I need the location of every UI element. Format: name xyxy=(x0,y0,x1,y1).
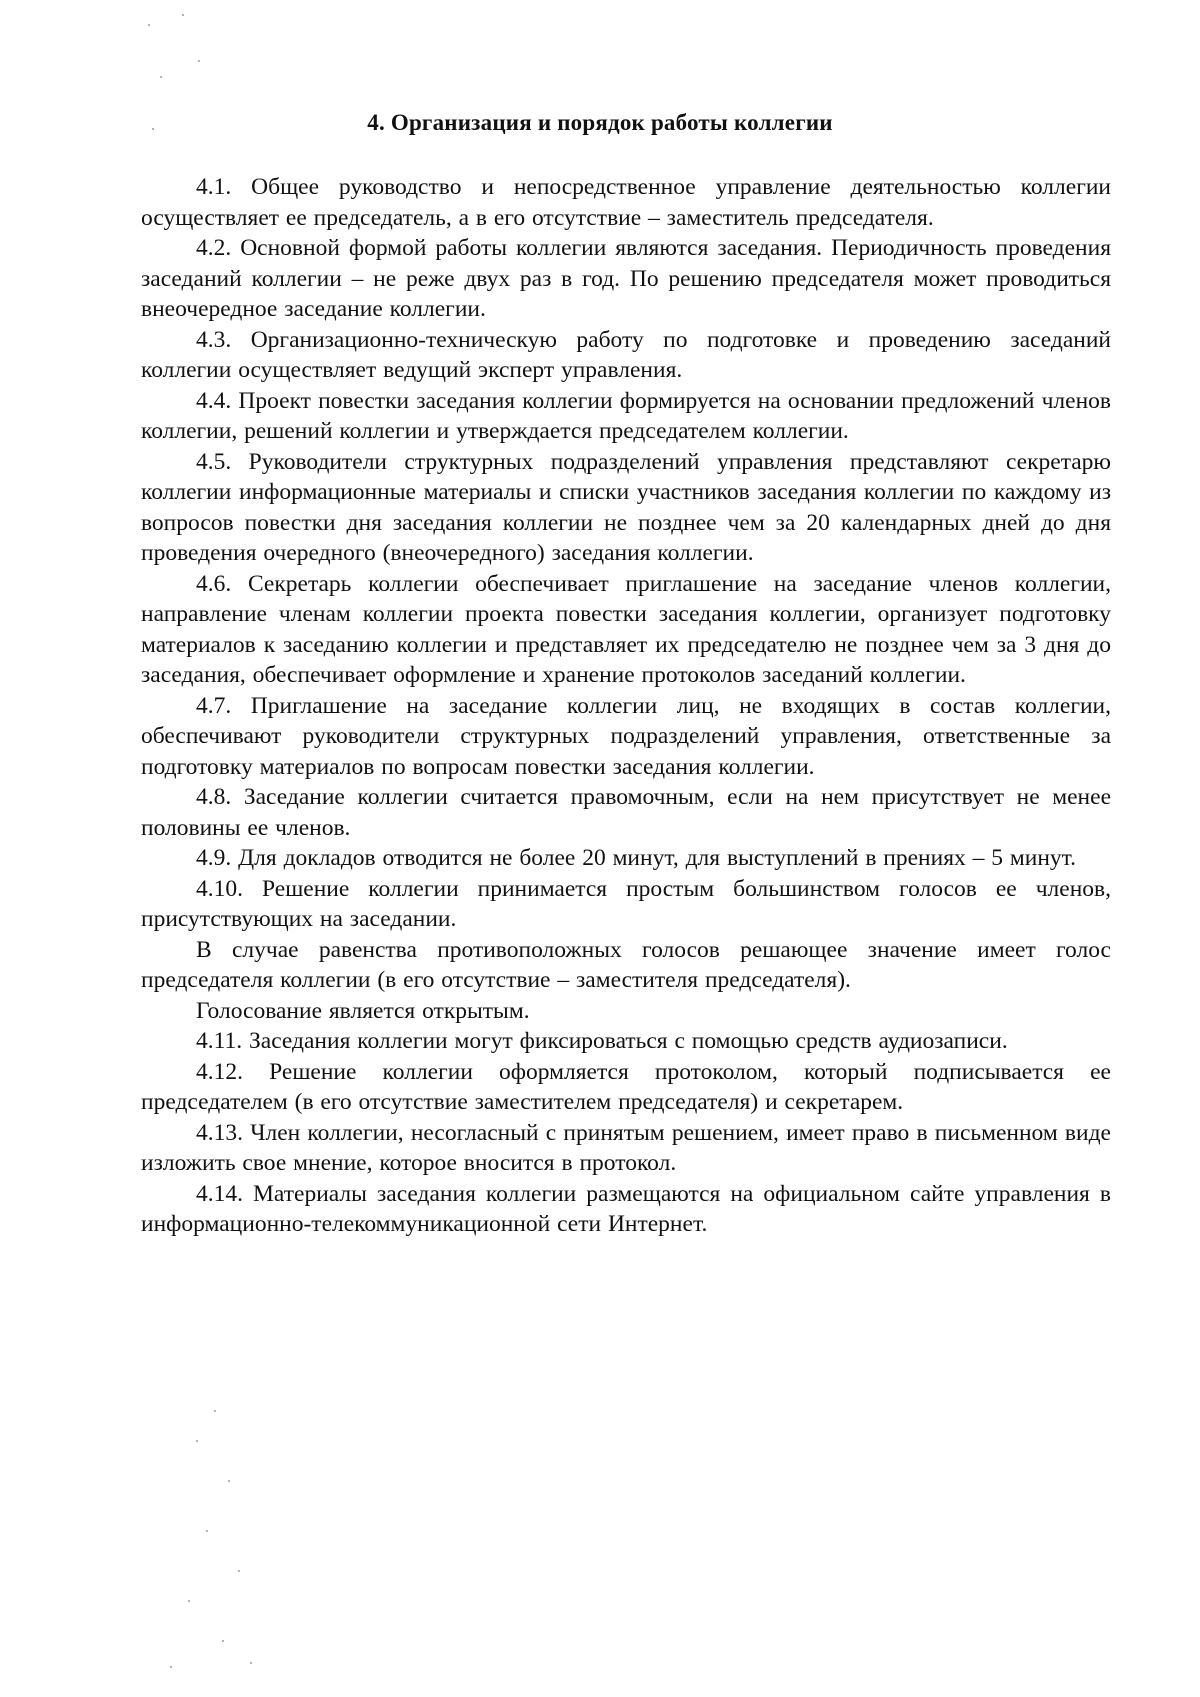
scan-speck xyxy=(198,60,200,62)
paragraph-4-12: 4.12. Решение коллегии оформляется протоколом, который подписывается ее председателем (в его отсутствие заместителем председателя) и секретарем. xyxy=(141,1058,1111,1115)
scan-speck xyxy=(238,1570,240,1572)
paragraph-4-6: 4.6. Секретарь коллегии обеспечивает приглашение на заседание членов коллегии, направление членам коллегии проекта повестки заседания коллегии, организует подготовку материалов к заседанию коллегии и представляет их председателю не позднее чем за 3 дня до заседания, обеспечивает оформление и хранение протоколов заседаний коллегии. xyxy=(141,570,1111,688)
scan-speck xyxy=(214,1410,216,1412)
paragraph-4-10: 4.10. Решение коллегии принимается простым большинством голосов ее членов, присутствующих на заседании. xyxy=(141,875,1111,932)
scan-speck xyxy=(188,1600,190,1602)
paragraph-4-1: 4.1. Общее руководство и непосредственное управление деятельностью коллегии осуществляет ее председатель, а в его отсутствие – заместитель председателя. xyxy=(141,174,1111,231)
scan-speck xyxy=(250,1662,252,1664)
scan-speck xyxy=(206,1530,208,1532)
paragraph-4-14: 4.14. Материалы заседания коллегии размещаются на официальном сайте управления в информационно-телекоммуникационной сети Интернет. xyxy=(141,1180,1111,1237)
paragraph-open-voting: Голосование является открытым. xyxy=(196,997,530,1024)
paragraph-4-8: 4.8. Заседание коллегии считается правомочным, если на нем присутствует не менее половины ее членов. xyxy=(141,784,1111,841)
paragraph-tie-vote: В случае равенства противоположных голосов решающее значение имеет голос председателя коллегии (в его отсутствие – заместителя председателя). xyxy=(141,936,1111,993)
scan-speck xyxy=(148,24,150,26)
paragraph-4-9: 4.9. Для докладов отводится не более 20 минут, для выступлений в прениях – 5 минут. xyxy=(196,845,1077,871)
scan-speck xyxy=(170,1666,172,1668)
paragraph-4-7: 4.7. Приглашение на заседание коллегии лиц, не входящих в состав коллегии, обеспечивают руководители структурных подразделений управления, ответственные за подготовку материалов по вопросам повестки заседания коллегии. xyxy=(141,692,1111,780)
scan-speck xyxy=(196,1440,198,1442)
scan-speck xyxy=(182,14,184,16)
paragraph-4-2: 4.2. Основной формой работы коллегии являются заседания. Периодичность проведения заседаний коллегии – не реже двух раз в год. По решению председателя может проводиться внеочередное заседание коллегии. xyxy=(141,235,1111,322)
paragraph-4-4: 4.4. Проект повестки заседания коллегии формируется на основании предложений членов коллегии, решений коллегии и утверждается председателем коллегии. xyxy=(141,387,1111,444)
scan-speck xyxy=(160,76,162,78)
scan-speck xyxy=(222,1640,224,1642)
scan-speck xyxy=(228,1480,230,1482)
paragraph-4-11: 4.11. Заседания коллегии могут фиксироваться с помощью средств аудиозаписи. xyxy=(196,1028,1008,1054)
paragraph-4-3: 4.3. Организационно-техническую работу по подготовке и проведению заседаний коллегии осуществляет ведущий эксперт управления. xyxy=(141,326,1111,383)
paragraph-4-13: 4.13. Член коллегии, несогласный с принятым решением, имеет право в письменном виде изложить свое мнение, которое вносится в протокол. xyxy=(141,1119,1111,1176)
paragraph-4-5: 4.5. Руководители структурных подразделений управления представляют секретарю коллегии информационные материалы и списки участников заседания коллегии по каждому из вопросов повестки дня заседания коллегии не позднее чем за 20 календарных дней до дня проведения очередного (внеочередного) заседания коллегии. xyxy=(141,448,1111,566)
section-body xyxy=(141,172,1111,1240)
section-title: 4. Организация и порядок работы коллегии xyxy=(367,110,833,135)
